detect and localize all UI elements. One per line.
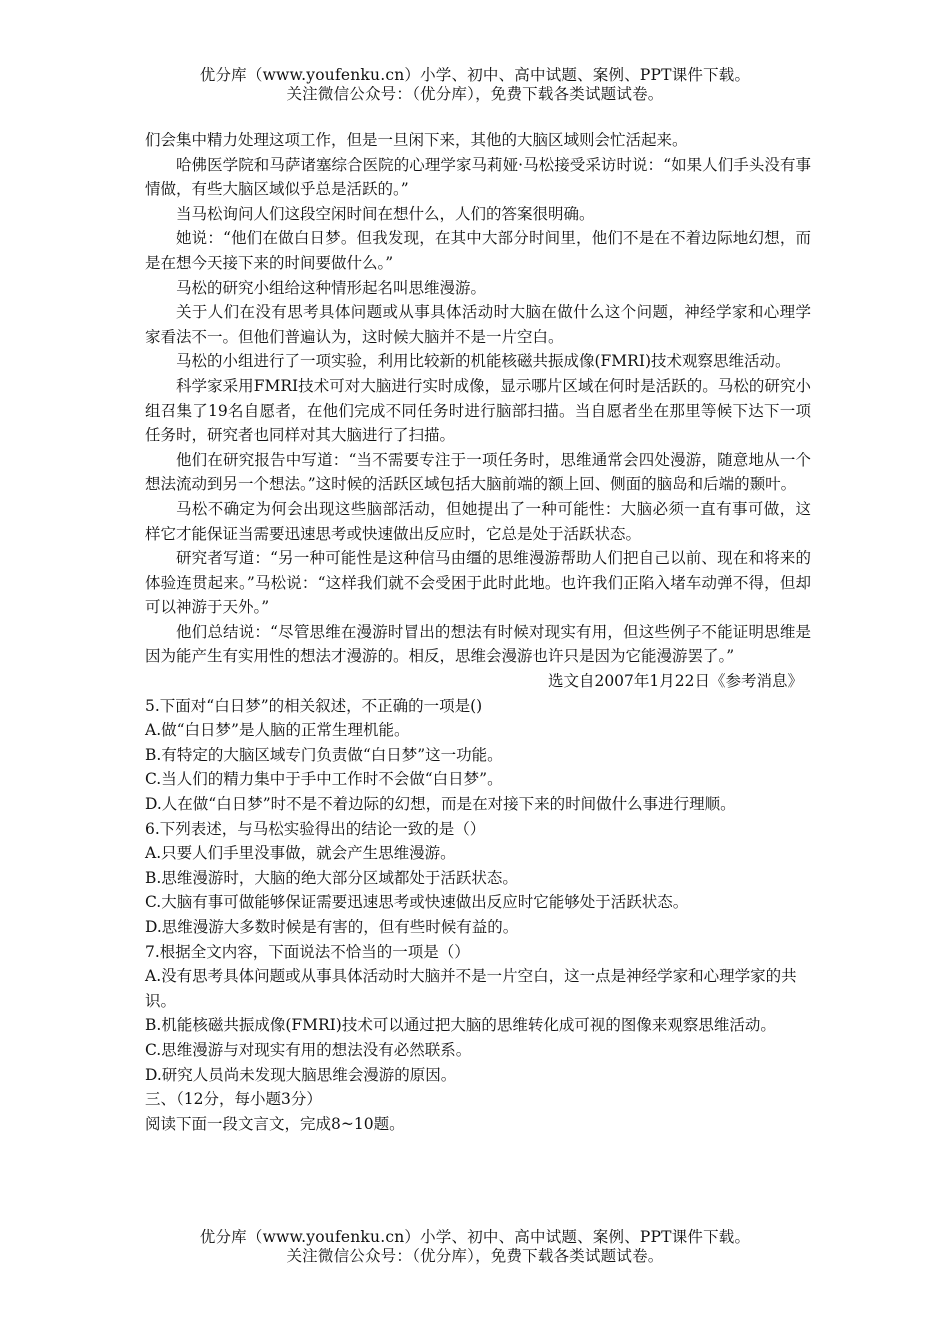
question-option: A.没有思考具体问题或从事具体活动时大脑并不是一片空白，这一点是神经学家和心理学家的共识。: [145, 967, 797, 1010]
question-list: [145, 694, 811, 1088]
passage-paragraph: 哈佛医学院和马萨诸塞综合医院的心理学家马莉娅·马松接受采访时说：“如果人们手头没有事情做，有些大脑区域似乎总是活跃的。”: [145, 155, 811, 199]
passage-paragraph: 他们在研究报告中写道：“当不需要专注于一项任务时，思维通常会四处漫游，随意地从一个想法流动到另一个想法。”这时候的活跃区域包括大脑前端的额上回、侧面的脑岛和后端的颞叶。: [145, 450, 811, 494]
question-option: C.思维漫游与对现实有用的想法没有必然联系。: [145, 1040, 472, 1059]
header-line-1: 优分库（www.youfenku.cn）小学、初中、高中试题、案例、PPT课件下载。: [199, 66, 751, 84]
passage-paragraph: 马松的小组进行了一项实验，利用比较新的机能核磁共振成像(FMRI)技术观察思维活动。: [176, 352, 791, 371]
question-option: D.研究人员尚未发现大脑思维会漫游的原因。: [145, 1065, 457, 1084]
reading-passage: [145, 128, 811, 669]
passage-paragraph: 科学家采用FMRI技术可对大脑进行实时成像，显示哪片区域在何时是活跃的。马松的研究小组召集了19名自愿者，在他们完成不同任务时进行脑部扫描。当自愿者坐在那里等候下达下一项任务时，研究者也同样对其大脑进行了扫描。: [145, 376, 811, 445]
section-3-instruction: 阅读下面一段文言文，完成8~10题。: [145, 1114, 405, 1133]
question-stem: 5.下面对“白日梦”的相关叙述，不正确的一项是(): [145, 696, 483, 715]
question-option: B.思维漫游时，大脑的绝大部分区域都处于活跃状态。: [145, 868, 518, 887]
header-line-2: 关注微信公众号：（优分库），免费下载各类试题试卷。: [286, 85, 664, 103]
question-option: A.做“白日梦”是人脑的正常生理机能。: [145, 721, 410, 740]
question-stem: 6.下列表述，与马松实验得出的结论一致的是（）: [145, 819, 486, 838]
question-option: C.大脑有事可做能够保证需要迅速思考或快速做出反应时它能够处于活跃状态。: [145, 893, 689, 912]
question-stem: 7.根据全文内容，下面说法不恰当的一项是（）: [145, 942, 470, 961]
passage-paragraph: 们会集中精力处理这项工作，但是一旦闲下来，其他的大脑区域则会忙活起来。: [145, 131, 688, 149]
passage-paragraph: 当马松询问人们这段空闲时间在想什么，人们的答案很明确。: [176, 204, 595, 223]
footer-line-2: 关注微信公众号：（优分库），免费下载各类试题试卷。: [286, 1247, 664, 1265]
page-footer: [0, 1228, 950, 1266]
passage-paragraph: 研究者写道：“另一种可能性是这种信马由缰的思维漫游帮助人们把自己以前、现在和将来的体验连贯起来。”马松说：“这样我们就不会受困于此时此地。也许我们正陷入堵车动弹不得，但却可以神游于天外。”: [145, 549, 811, 617]
page-header: [0, 66, 950, 104]
footer-line-1: 优分库（www.youfenku.cn）小学、初中、高中试题、案例、PPT课件下载。: [199, 1228, 751, 1246]
question-option: A.只要人们手里没事做，就会产生思维漫游。: [145, 844, 456, 863]
passage-source: 选文自2007年1月22日《参考消息》: [547, 672, 803, 691]
question-option: D.人在做“白日梦”时不是不着边际的幻想，而是在对接下来的时间做什么事进行理顺。: [145, 795, 736, 814]
passage-paragraph: 她说：“他们在做白日梦。但我发现，在其中大部分时间里，他们不是在不着边际地幻想，而是在想今天接下来的时间要做什么。”: [145, 229, 811, 272]
document-body: [145, 128, 811, 1136]
passage-paragraph: 关于人们在没有思考具体问题或从事具体活动时大脑在做什么这个问题，神经学家和心理学家看法不一。但他们普遍认为，这时候大脑并不是一片空白。: [145, 303, 811, 346]
passage-paragraph: 他们总结说：“尽管思维在漫游时冒出的想法有时候对现实有用，但这些例子不能证明思维是因为能产生有实用性的想法才漫游的。相反，思维会漫游也许只是因为它能漫游罢了。”: [145, 622, 811, 666]
passage-paragraph: 马松的研究小组给这种情形起名叫思维漫游。: [176, 278, 487, 297]
passage-paragraph: 马松不确定为何会出现这些脑部活动，但她提出了一种可能性：大脑必须一直有事可做，这样它才能保证当需要迅速思考或快速做出反应时，它总是处于活跃状态。: [145, 499, 811, 543]
section-3-title: 三、（12分，每小题3分）: [145, 1090, 322, 1109]
question-option: D.思维漫游大多数时候是有害的，但有些时候有益的。: [145, 918, 519, 936]
question-option: B.有特定的大脑区域专门负责做“白日梦”这一功能。: [145, 745, 503, 764]
question-option: C.当人们的精力集中于手中工作时不会做“白日梦”。: [145, 770, 503, 789]
question-option: B.机能核磁共振成像(FMRI)技术可以通过把大脑的思维转化成可视的图像来观察思维活动。: [145, 1016, 776, 1035]
